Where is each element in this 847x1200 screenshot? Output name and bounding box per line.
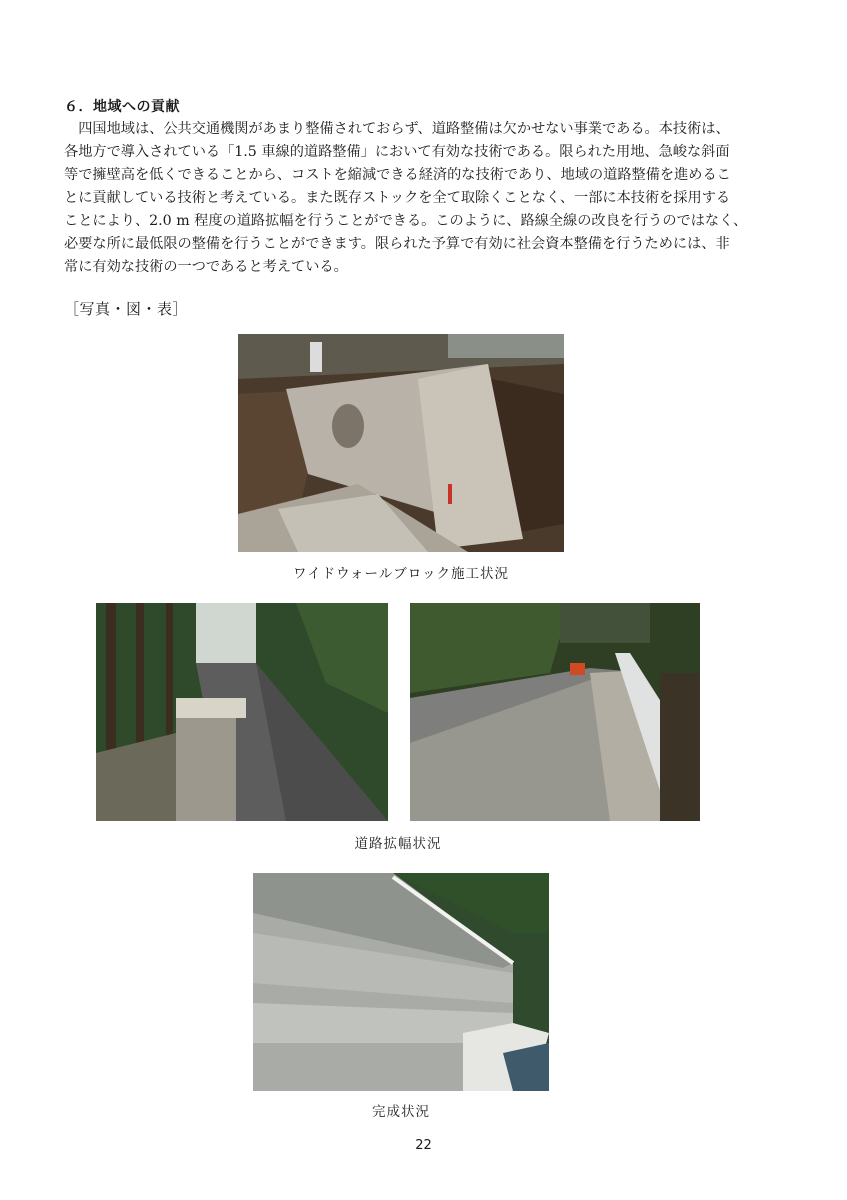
paragraph-line: 四国地域は、公共交通機関があまり整備されておらず、道路整備は欠かせない事業である。本技術は、 bbox=[64, 121, 730, 137]
section-heading: ６．地域への貢献 bbox=[64, 99, 180, 115]
completed-photo bbox=[253, 873, 549, 1091]
figures-label: ［写真・図・表］ bbox=[64, 300, 189, 318]
construction-caption: ワイドウォールブロック施工状況 bbox=[292, 566, 509, 582]
paragraph-line: 各地方で導入されている「1.5 車線的道路整備」において有効な技術である。限られた用地、急峻な斜面 bbox=[64, 144, 730, 160]
section-paragraph bbox=[64, 118, 748, 279]
construction-photo bbox=[238, 334, 564, 552]
page-number: 22 bbox=[415, 1138, 432, 1153]
widening-photo-left bbox=[96, 603, 388, 821]
paragraph-line: 等で擁壁高を低くできることから、コストを縮減できる経済的な技術であり、地域の道路整備を進めるこ bbox=[64, 167, 731, 183]
widening-photo-right bbox=[410, 603, 700, 821]
completed-caption: 完成状況 bbox=[372, 1104, 430, 1120]
widening-caption: 道路拡幅状況 bbox=[354, 836, 442, 852]
paragraph-line: とに貢献している技術と考えている。また既存ストックを全て取除くことなく、一部に本技術を採用する bbox=[64, 190, 731, 206]
paragraph-line: 常に有効な技術の一つであると考えている。 bbox=[64, 259, 348, 275]
paragraph-line: 必要な所に最低限の整備を行うことができます。限られた予算で有効に社会資本整備を行うためには、非 bbox=[64, 236, 730, 252]
paragraph-line: ことにより、2.0 m 程度の道路拡幅を行うことができる。このように、路線全線の改良を行うのではなく、 bbox=[64, 213, 748, 229]
